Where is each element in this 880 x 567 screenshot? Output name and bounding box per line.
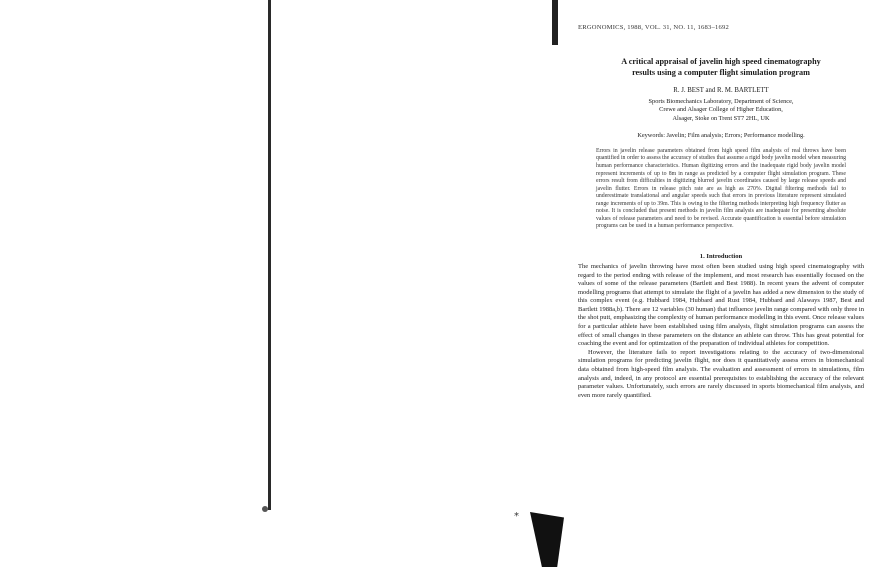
keywords <box>578 132 864 139</box>
affiliation <box>578 98 864 123</box>
article-page <box>578 24 864 400</box>
scan-speck <box>262 506 268 512</box>
spine-shadow-top <box>552 0 558 45</box>
abstract: Errors in javelin release parameters obtained from high speed film analysis of real throws have been quantified in order to assess the accuracy of studies that assume a rigid body javelin model when measuring human performance characteristics. Human digitizing errors and the inadequate rigid body javelin model represent increments of up to 8m in range as predicted by a computer flight simulation program. These errors result from difficulties in digitizing blurred javelin coordinates caused by large release speeds and javelin flutter. Errors in release pitch rate are as high as 270%. Digital filtering methods fail to underestimate translational and angular speeds such that errors in previous literature represent simulated range increments of up to 39m. This is owing to the filtering methods interpreting high frequency flutter as noise. It is concluded that present methods in javelin film analysis are inadequate for presenting absolute values of release parameters and need to be revised. Accurate quantification is essential before simulation programs can be used in a human performance perspective. <box>596 147 847 230</box>
keywords-label: Keywords: <box>637 131 665 139</box>
article-title <box>578 56 864 78</box>
body-text <box>578 263 864 401</box>
paragraph-2: However, the literature fails to report investigations relating to the accuracy of two-dimensional simulation programs for predicting javelin flight, nor does it quantitatively assess errors in biomechanical data obtained from high-speed film analysis. The evaluation and assessment of errors in simulations, film analysis and, indeed, in any protocol are essential prerequisites to establishing the accuracy of the relevant parameter values. Unfortunately, such errors are rarely discussed in sports biomechanical film analysis, and even more rarely quantified. <box>578 348 864 399</box>
spine-shadow-bottom <box>530 512 564 567</box>
title-line-1: A critical appraisal of javelin high speed cinematography <box>621 57 821 66</box>
left-blank-page <box>0 0 270 567</box>
spine-marker: * <box>514 511 519 522</box>
section-heading: 1. Introduction <box>699 252 743 260</box>
keywords-text: Javelin; Film analysis; Errors; Performance modelling. <box>666 131 805 139</box>
affiliation-line-1: Sports Biomechanics Laboratory, Department of Science, <box>648 98 794 105</box>
running-head: ERGONOMICS, 1988, VOL. 31, NO. 11, 1683–1692 <box>578 24 729 31</box>
authors: R. J. BEST and R. M. BARTLETT <box>673 87 769 94</box>
title-line-2: results using a computer flight simulation program <box>632 68 810 77</box>
paragraph-1: The mechanics of javelin throwing have most often been studied using high speed cinematography with regard to the period ending with release of the implement, and most research has essentially focused on the values of some of the release parameters (Bartlett and Best 1988). In recent years the advent of computer modelling programs that attempt to simulate the flight of a javelin has added a new dimension to the study of this complex event (e.g. Hubbard 1984, Hubbard and Rust 1984, Hubbard and Alaways 1987, Best and Bartlett 1988a,b). There are 12 variables (30 human) that influence javelin range compared with only three in the shot putt, emphasizing the complexity of human performance modelling in this event. Once release values for a particular athlete have been established using film analysis, flight simulation programs can assess the effect of small changes in these parameters on the distance an athlete can throw. This has great potential for coaching the event and for optimization of the preparation of individual athletes for competition. <box>578 262 864 348</box>
affiliation-line-3: Alsager, Stoke on Trent ST7 2HL, UK <box>672 114 770 122</box>
affiliation-line-2: Crewe and Alsager College of Higher Education, <box>659 106 783 114</box>
left-page-edge-shadow <box>268 0 271 510</box>
